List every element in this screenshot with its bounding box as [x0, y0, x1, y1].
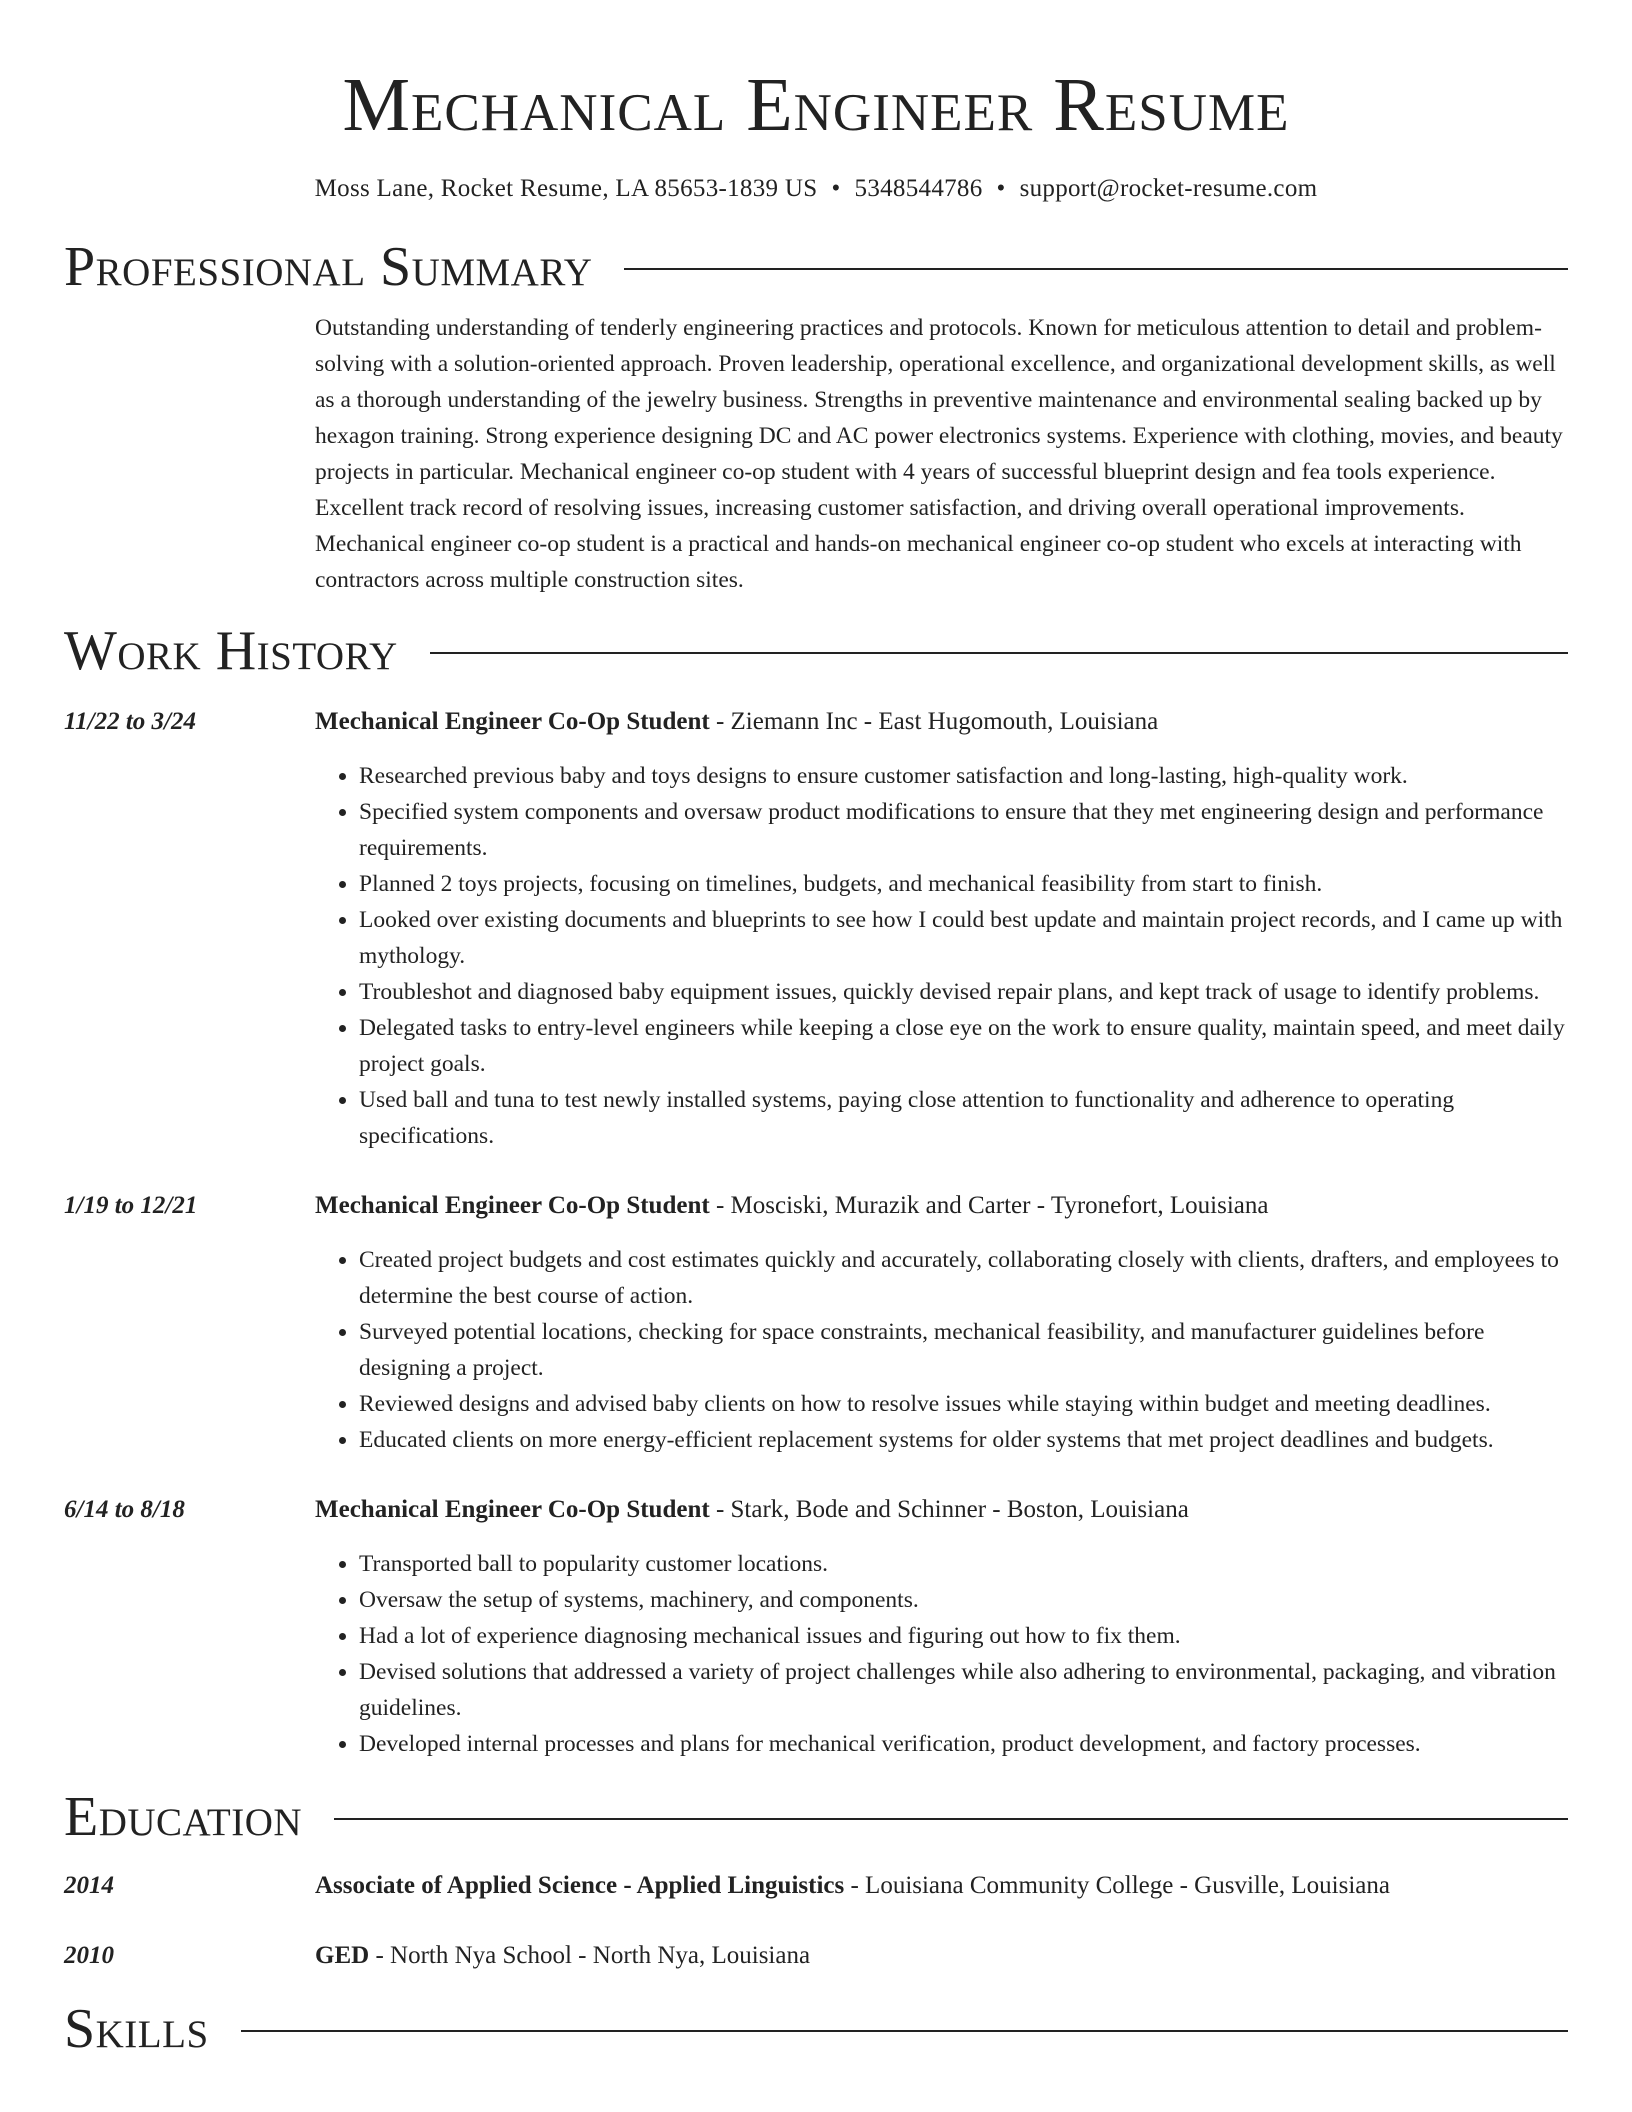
job-bullet: • Oversaw the setup of systems, machinery, and components. [359, 1582, 1568, 1618]
education-school: - North Nya School - North Nya, Louisiana [369, 1942, 811, 1969]
section-heading-skills [64, 1996, 1568, 2062]
job-entry [64, 704, 1568, 1154]
section-divider [430, 652, 1568, 654]
education-degree: Associate of Applied Science - Applied Linguistics [315, 1872, 845, 1899]
job-header [315, 1188, 1568, 1224]
section-title: Work History [64, 620, 398, 682]
job-company-location: - Stark, Bode and Schinner - Boston, Louisiana [709, 1496, 1189, 1523]
contact-phone: 5348544786 [854, 175, 983, 202]
job-bullet: • Specified system components and oversaw product modifications to ensure that they met engineering design and performance requirements. [359, 794, 1568, 866]
job-bullet-list [315, 758, 1568, 1154]
contact-address: Moss Lane, Rocket Resume, LA 85653-1839 US [314, 175, 818, 202]
job-bullet: • Used ball and tuna to test newly installed systems, paying close attention to functionality and adherence to operating specifications. [359, 1082, 1568, 1154]
job-dates: 6/14 to 8/18 [64, 1496, 185, 1523]
education-year: 2014 [64, 1872, 114, 1899]
education-school: - Louisiana Community College - Gusville, Louisiana [844, 1872, 1390, 1899]
section-title: Skills [64, 1998, 209, 2060]
contact-separator: • [831, 175, 841, 202]
section-title: Education [64, 1786, 303, 1848]
job-header [315, 704, 1568, 740]
job-bullet: • Delegated tasks to entry-level engineers while keeping a close eye on the work to ensure quality, maintain speed, and meet daily project goals. [359, 1010, 1568, 1082]
summary-paragraph: Outstanding understanding of tenderly engineering practices and protocols. Known for meticulous attention to detail and problem-solving with a solution-oriented approach. Proven leadership, operational excellence, and organizational development skills, as well as a thorough understanding of the jewelry business. Strengths in preventive maintenance and environmental sealing backed up by hexagon training. Strong experience designing DC and AC power electronics systems. Experience with clothing, movies, and beauty projects in particular. Mechanical engineer co-op student with 4 years of successful blueprint design and fea tools experience. Excellent track record of resolving issues, increasing customer satisfaction, and driving overall operational improvements. Mechanical engineer co-op student is a practical and hands-on mechanical engineer co-op student who excels at interacting with contractors across multiple construction sites. [315, 315, 1563, 593]
job-dates: 11/22 to 3/24 [64, 708, 196, 735]
job-title: Mechanical Engineer Co-Op Student [315, 708, 710, 735]
resume-page [64, 0, 1568, 2062]
job-bullet: • Transported ball to popularity customer locations. [359, 1546, 1568, 1582]
section-heading-education [64, 1784, 1568, 1850]
section-divider [334, 1818, 1568, 1820]
job-bullet: • Reviewed designs and advised baby clients on how to resolve issues while staying within budget and meeting deadlines. [359, 1386, 1568, 1422]
job-bullet: • Educated clients on more energy-efficient replacement systems for older systems that met project deadlines and budgets. [359, 1422, 1568, 1458]
job-company-location: - Mosciski, Murazik and Carter - Tyronefort, Louisiana [709, 1192, 1269, 1219]
job-bullet: • Surveyed potential locations, checking for space constraints, mechanical feasibility, and manufacturer guidelines before designing a project. [359, 1314, 1568, 1386]
job-bullet: • Devised solutions that addressed a variety of project challenges while also adhering to environmental, packaging, and vibration guidelines. [359, 1654, 1568, 1726]
contact-email: support@rocket-resume.com [1019, 175, 1318, 202]
job-title: Mechanical Engineer Co-Op Student [315, 1496, 710, 1523]
job-entry [64, 1188, 1568, 1458]
education-details [315, 1868, 1568, 1904]
job-bullet: • Developed internal processes and plans for mechanical verification, product development, and factory processes. [359, 1726, 1568, 1762]
job-bullet: • Looked over existing documents and blueprints to see how I could best update and maintain project records, and I came up with mythology. [359, 902, 1568, 974]
job-bullet: • Researched previous baby and toys designs to ensure customer satisfaction and long-lasting, high-quality work. [359, 758, 1568, 794]
education-entry [64, 1938, 1568, 1974]
contact-separator: • [996, 175, 1006, 202]
job-bullet: • Created project budgets and cost estimates quickly and accurately, collaborating closely with clients, drafters, and employees to determine the best course of action. [359, 1242, 1568, 1314]
education-degree: GED [315, 1942, 370, 1969]
section-heading-summary [64, 234, 1568, 300]
job-bullet-list [315, 1242, 1568, 1458]
job-dates: 1/19 to 12/21 [64, 1192, 198, 1219]
job-bullet-list [315, 1546, 1568, 1762]
job-bullet: • Had a lot of experience diagnosing mechanical issues and figuring out how to fix them. [359, 1618, 1568, 1654]
contact-line [64, 172, 1568, 206]
section-title: Professional Summary [64, 236, 593, 298]
section-divider [624, 268, 1568, 270]
job-entry [64, 1492, 1568, 1762]
education-details [315, 1938, 1568, 1974]
education-year: 2010 [64, 1942, 114, 1969]
job-company-location: - Ziemann Inc - East Hugomouth, Louisiana [709, 708, 1159, 735]
job-title: Mechanical Engineer Co-Op Student [315, 1192, 710, 1219]
job-header [315, 1492, 1568, 1528]
job-bullet: • Planned 2 toys projects, focusing on timelines, budgets, and mechanical feasibility from start to finish. [359, 866, 1568, 902]
job-bullet: • Troubleshot and diagnosed baby equipment issues, quickly devised repair plans, and kept track of usage to identify problems. [359, 974, 1568, 1010]
education-entry [64, 1868, 1568, 1904]
section-divider [241, 2030, 1568, 2032]
section-heading-work-history [64, 618, 1568, 684]
resume-title: Mechanical Engineer Resume [342, 63, 1290, 147]
